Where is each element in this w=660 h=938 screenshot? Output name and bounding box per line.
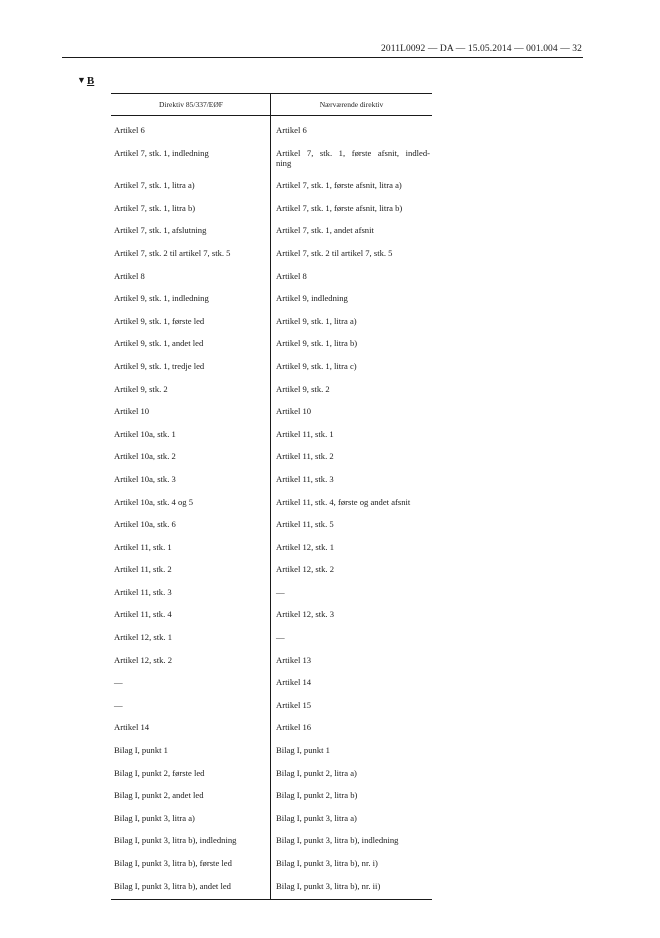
amendment-marker-letter: B <box>86 75 95 87</box>
new-directive-cell-line: Artikel 9, stk. 2 <box>276 383 330 394</box>
old-directive-cell: Artikel 9, stk. 2 <box>114 383 168 394</box>
old-directive-cell: Bilag I, punkt 1 <box>114 745 168 756</box>
new-directive-cell <box>271 265 432 288</box>
table-row <box>111 219 432 242</box>
new-directive-cell-line: Artikel 15 <box>276 699 312 710</box>
new-directive-cell <box>271 716 432 739</box>
new-directive-cell <box>271 852 432 875</box>
old-directive-cell: Artikel 7, stk. 2 til artikel 7, stk. 5 <box>114 247 231 258</box>
new-directive-cell <box>271 603 432 626</box>
new-directive-cell-line: Artikel 12, stk. 3 <box>276 609 335 620</box>
old-directive-cell: Artikel 7, stk. 1, indledning <box>114 147 209 158</box>
table-row <box>111 378 432 401</box>
column-divider <box>270 94 271 899</box>
table-row <box>111 536 432 559</box>
new-directive-cell-line: Artikel 12, stk. 2 <box>276 564 335 575</box>
new-directive-cell-line: Bilag I, punkt 2, litra a) <box>276 767 357 778</box>
new-directive-cell <box>271 119 432 142</box>
table-row <box>111 581 432 604</box>
old-directive-cell: Artikel 11, stk. 3 <box>114 586 172 597</box>
triangle-down-icon: ▼ <box>77 75 86 85</box>
table-row <box>111 119 432 142</box>
table-row <box>111 829 432 852</box>
table-row <box>111 807 432 830</box>
table-row <box>111 197 432 220</box>
new-directive-cell-line: Artikel 11, stk. 5 <box>276 519 334 530</box>
new-directive-cell-line: Artikel 12, stk. 1 <box>276 541 335 552</box>
new-directive-cell-line: Artikel 9, stk. 1, litra c) <box>276 360 357 371</box>
table-row <box>111 242 432 265</box>
old-directive-cell: — <box>114 677 123 688</box>
new-directive-cell-line: Artikel 7, stk. 2 til artikel 7, stk. 5 <box>276 247 393 258</box>
old-directive-cell: Artikel 10a, stk. 1 <box>114 428 176 439</box>
new-directive-cell <box>271 807 432 830</box>
old-directive-cell: Bilag I, punkt 3, litra b), første led <box>114 858 232 868</box>
old-directive-cell: Artikel 6 <box>114 125 145 135</box>
old-directive-cell: Artikel 14 <box>114 722 150 733</box>
old-directive-cell: Artikel 9, stk. 1, andet led <box>114 338 204 349</box>
new-directive-cell-line: Artikel 13 <box>276 654 312 665</box>
old-directive-cell: Bilag I, punkt 3, litra a) <box>114 812 195 823</box>
new-directive-cell-line: Artikel 9, indledning <box>276 293 348 304</box>
new-directive-cell-line: Artikel 7, stk. 1, andet afsnit <box>276 225 374 236</box>
new-directive-cell <box>271 423 432 446</box>
table-row <box>111 671 432 694</box>
new-directive-cell-line: Artikel 10 <box>276 406 312 417</box>
new-directive-cell <box>271 219 432 242</box>
header-rule <box>62 57 583 58</box>
table-row <box>111 852 432 875</box>
new-directive-cell-line: ning <box>276 157 292 168</box>
table-row <box>111 142 432 175</box>
new-directive-cell-line: Artikel 11, stk. 4, første og andet afsnit <box>276 496 411 507</box>
document-reference: 2011L0092 — DA — 15.05.2014 — 001.004 — 32 <box>381 44 582 54</box>
new-directive-cell <box>271 310 432 333</box>
new-directive-cell-line: Bilag I, punkt 3, litra a) <box>276 812 357 823</box>
table-body <box>111 116 432 899</box>
new-directive-cell-line: Artikel 16 <box>276 722 312 733</box>
new-directive-cell <box>271 491 432 514</box>
table-row <box>111 694 432 717</box>
old-directive-cell: Bilag I, punkt 3, litra b), andet led <box>114 880 231 891</box>
table-row <box>111 310 432 333</box>
old-directive-cell: Artikel 10a, stk. 4 og 5 <box>114 496 194 507</box>
new-directive-cell <box>271 142 432 175</box>
table-header <box>111 94 432 116</box>
old-directive-cell: Bilag I, punkt 3, litra b), indledning <box>114 835 237 846</box>
new-directive-cell <box>271 242 432 265</box>
new-directive-cell-line: Artikel 6 <box>276 125 307 135</box>
old-directive-cell: Artikel 8 <box>114 270 145 281</box>
new-directive-cell <box>271 694 432 717</box>
new-directive-cell-line: Artikel 9, stk. 1, litra b) <box>276 338 358 349</box>
column-header-new-directive: Nærværende direktiv <box>319 100 384 109</box>
column-header-old-directive: Direktiv 85/337/EØF <box>159 100 223 109</box>
new-directive-cell-line: Bilag I, punkt 3, litra b), nr. i) <box>276 858 378 868</box>
old-directive-cell: Artikel 10a, stk. 2 <box>114 451 176 462</box>
table-row <box>111 716 432 739</box>
old-directive-cell: Artikel 7, stk. 1, litra a) <box>114 180 195 191</box>
table-row <box>111 491 432 514</box>
table-row <box>111 513 432 536</box>
new-directive-cell <box>271 784 432 807</box>
old-directive-cell: Artikel 10 <box>114 406 150 417</box>
table-row <box>111 739 432 762</box>
old-directive-cell: Artikel 12, stk. 1 <box>114 632 173 643</box>
new-directive-cell <box>271 355 432 378</box>
new-directive-cell <box>271 649 432 672</box>
old-directive-cell: Artikel 7, stk. 1, litra b) <box>114 202 196 213</box>
new-directive-cell <box>271 558 432 581</box>
new-directive-cell <box>271 762 432 785</box>
table-row <box>111 332 432 355</box>
table-row <box>111 287 432 310</box>
old-directive-cell: Artikel 11, stk. 1 <box>114 541 172 552</box>
old-directive-cell: Bilag I, punkt 2, andet led <box>114 790 204 801</box>
new-directive-cell <box>271 174 432 197</box>
correlation-table <box>111 93 432 900</box>
new-directive-cell <box>271 332 432 355</box>
new-directive-cell-line: Artikel 9, stk. 1, litra a) <box>276 315 357 326</box>
old-directive-cell: Artikel 9, stk. 1, tredje led <box>114 360 205 371</box>
new-directive-cell-line: Bilag I, punkt 1 <box>276 745 330 756</box>
new-directive-cell <box>271 513 432 536</box>
amendment-marker <box>77 75 94 87</box>
new-directive-cell-line: Artikel 11, stk. 2 <box>276 451 334 462</box>
new-directive-cell <box>271 468 432 491</box>
new-directive-cell-line: Artikel 7, stk. 1, første afsnit, litra a) <box>276 180 402 191</box>
new-directive-cell <box>271 400 432 423</box>
old-directive-cell: Artikel 12, stk. 2 <box>114 654 173 665</box>
new-directive-cell <box>271 536 432 559</box>
table-row <box>111 603 432 626</box>
new-directive-cell <box>271 671 432 694</box>
new-directive-cell-line: Artikel 11, stk. 3 <box>276 473 334 484</box>
new-directive-cell <box>271 739 432 762</box>
old-directive-cell: Bilag I, punkt 2, første led <box>114 767 205 778</box>
table-row <box>111 355 432 378</box>
new-directive-cell <box>271 829 432 852</box>
old-directive-cell: Artikel 10a, stk. 3 <box>114 473 176 484</box>
table-row <box>111 468 432 491</box>
new-directive-cell-line: — <box>276 632 285 643</box>
old-directive-cell: Artikel 10a, stk. 6 <box>114 519 176 530</box>
old-directive-cell: Artikel 7, stk. 1, afslutning <box>114 225 207 236</box>
new-directive-cell-line: Artikel 14 <box>276 677 312 688</box>
table-row <box>111 762 432 785</box>
table-row <box>111 558 432 581</box>
table-row <box>111 423 432 446</box>
new-directive-cell <box>271 197 432 220</box>
old-directive-cell: Artikel 9, stk. 1, første led <box>114 315 205 326</box>
new-directive-cell <box>271 287 432 310</box>
table-row <box>111 265 432 288</box>
table-row <box>111 400 432 423</box>
new-directive-cell <box>271 378 432 401</box>
table-row <box>111 626 432 649</box>
table-row <box>111 445 432 468</box>
new-directive-cell <box>271 445 432 468</box>
new-directive-cell-line: Artikel 7, stk. 1, første afsnit, litra b) <box>276 202 403 213</box>
table-row <box>111 649 432 672</box>
new-directive-cell <box>271 875 432 898</box>
table-row <box>111 784 432 807</box>
new-directive-cell-line: Artikel 7, stk. 1, første afsnit, indled- <box>276 147 430 158</box>
new-directive-cell-line: Bilag I, punkt 2, litra b) <box>276 790 358 801</box>
table-row <box>111 174 432 197</box>
table-row <box>111 875 432 898</box>
old-directive-cell: Artikel 11, stk. 4 <box>114 609 172 620</box>
old-directive-cell: Artikel 9, stk. 1, indledning <box>114 293 209 304</box>
new-directive-cell-line: — <box>276 586 285 597</box>
old-directive-cell: Artikel 11, stk. 2 <box>114 564 172 575</box>
new-directive-cell-line: Artikel 11, stk. 1 <box>276 428 334 439</box>
new-directive-cell-line: Artikel 8 <box>276 270 307 281</box>
new-directive-cell <box>271 581 432 604</box>
new-directive-cell-line: Bilag I, punkt 3, litra b), nr. ii) <box>276 880 381 891</box>
new-directive-cell-line: Bilag I, punkt 3, litra b), indledning <box>276 835 399 846</box>
old-directive-cell: — <box>114 699 123 710</box>
new-directive-cell <box>271 626 432 649</box>
